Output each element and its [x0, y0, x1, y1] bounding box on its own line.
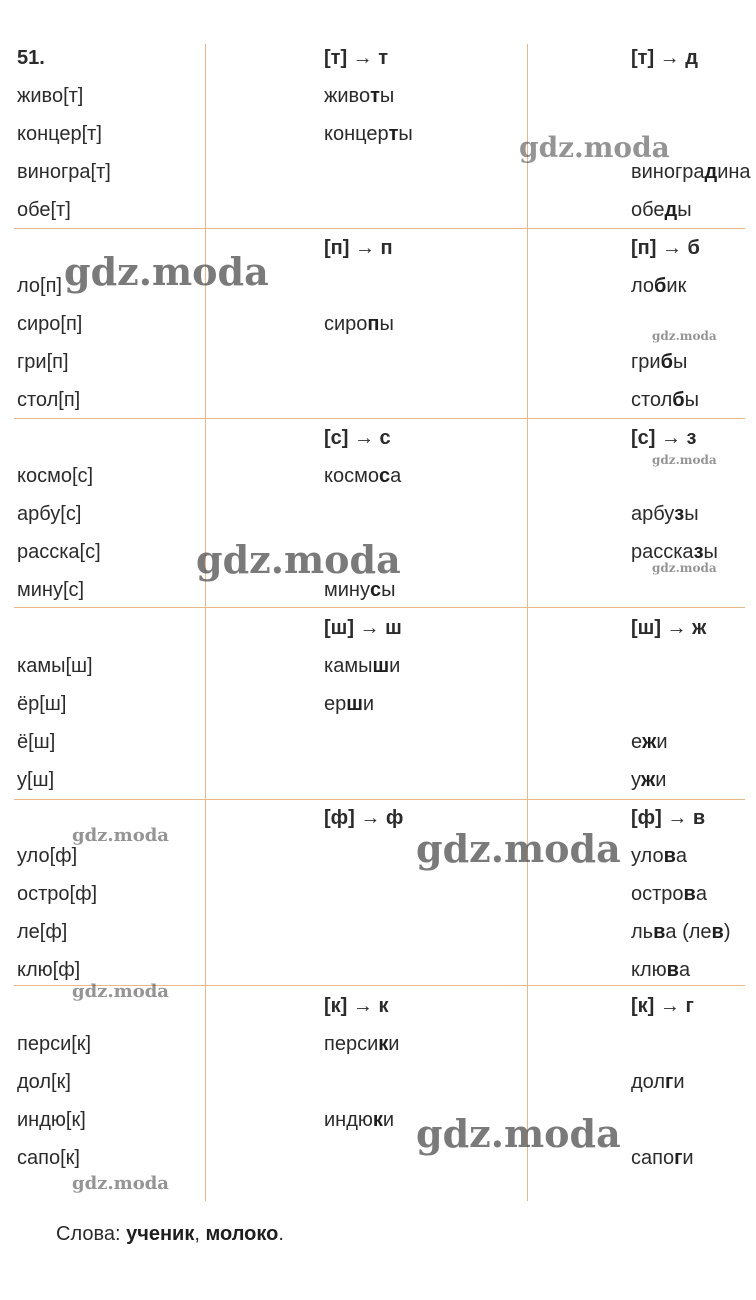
word-part: гри [631, 351, 661, 373]
column-header-changed-sound: [с] → з [631, 427, 697, 449]
word-part: ер [324, 693, 347, 715]
highlighted-letter: с [369, 579, 382, 601]
column-header-changed-sound: [ф] → в [631, 807, 706, 829]
check-word [631, 388, 699, 412]
transcribed-word: уло[ф] [17, 845, 78, 867]
highlighted-letter: в [653, 921, 666, 943]
footer-separator: , [194, 1223, 206, 1245]
row-divider [14, 228, 745, 229]
highlighted-letter: ш [346, 693, 363, 715]
transcribed-word: ло[п] [17, 275, 62, 297]
transcribed-word: ле[ф] [17, 921, 68, 943]
word-part: обе [631, 199, 665, 221]
watermark: gdz.moda [652, 561, 717, 575]
word-part: а (ле [665, 921, 712, 943]
transcribed-word: остро[ф] [17, 883, 98, 905]
footer-suffix: . [278, 1223, 284, 1245]
word-part: ы [684, 389, 700, 411]
column-header-same-sound: [к] → к [324, 995, 389, 1017]
word-part: ы [677, 199, 692, 221]
highlighted-letter: с [378, 465, 391, 487]
footer-words-line [56, 1221, 284, 1247]
check-word [631, 730, 667, 754]
transcribed-word: дол[к] [17, 1071, 71, 1093]
highlighted-letter: в [663, 845, 676, 867]
highlighted-letter: в [666, 959, 679, 981]
word-part: е [631, 731, 643, 753]
column-header-same-sound: [с] → с [324, 427, 391, 449]
word-part: и [388, 1033, 400, 1055]
word-part: ы [684, 503, 699, 525]
footer-word-1: ученик [126, 1223, 195, 1245]
watermark: gdz.moda [416, 1111, 621, 1156]
word-part: дол [631, 1071, 666, 1093]
watermark: gdz.moda [652, 453, 717, 467]
check-word [324, 464, 401, 488]
transcribed-word: стол[п] [17, 389, 81, 411]
transcribed-word: индю[к] [17, 1109, 86, 1131]
word-part: ина [717, 161, 751, 183]
transcribed-word: живо[т] [17, 85, 84, 107]
column-divider-1 [205, 44, 206, 1201]
word-part: и [389, 655, 401, 677]
word-part: концер [324, 123, 389, 145]
column-header-changed-sound: [к] → г [631, 995, 694, 1017]
column-divider-2 [527, 44, 528, 1201]
transcribed-word: клю[ф] [17, 959, 81, 981]
check-word [324, 654, 400, 678]
column-header-same-sound: [ш] → ш [324, 617, 402, 639]
check-word [631, 1070, 685, 1094]
word-part: расска [631, 541, 694, 563]
watermark: gdz.moda [652, 329, 717, 343]
highlighted-letter: ш [372, 655, 390, 677]
word-part: а [390, 465, 402, 487]
highlighted-letter: ж [642, 731, 657, 753]
watermark: gdz.moda [64, 249, 269, 294]
footer-word-2: молоко [205, 1223, 279, 1245]
word-part: ы [379, 313, 394, 335]
highlighted-letter: б [660, 351, 673, 373]
footer-prefix: Слова: [56, 1223, 127, 1245]
row-divider [14, 418, 745, 419]
word-part: а [695, 883, 707, 905]
word-part: ы [672, 351, 688, 373]
transcribed-word: перси[к] [17, 1033, 92, 1055]
watermark: gdz.moda [72, 825, 169, 846]
transcribed-word: обе[т] [17, 199, 71, 221]
watermark: gdz.moda [519, 131, 670, 164]
highlighted-letter: в [711, 921, 724, 943]
word-part: у [631, 769, 641, 791]
row-divider [14, 607, 745, 608]
word-part: ы [381, 579, 396, 601]
check-word [324, 312, 394, 336]
transcribed-word: сапо[к] [17, 1147, 80, 1169]
word-part: уло [631, 845, 664, 867]
check-word [631, 198, 692, 222]
column-header-same-sound: [п] → п [324, 237, 393, 259]
watermark: gdz.moda [416, 826, 621, 871]
check-word [324, 1108, 394, 1132]
check-word [631, 502, 699, 526]
check-word [631, 350, 687, 374]
word-part: сапо [631, 1147, 675, 1169]
word-part: стол [631, 389, 673, 411]
column-header-changed-sound: [п] → б [631, 237, 700, 259]
highlighted-letter: з [674, 503, 685, 525]
word-part: камы [324, 655, 373, 677]
check-word [324, 84, 394, 108]
highlighted-letter: ж [641, 769, 656, 791]
row-divider [14, 799, 745, 800]
highlighted-letter: г [674, 1147, 683, 1169]
highlighted-letter: п [367, 313, 380, 335]
highlighted-letter: д [704, 161, 718, 183]
word-part: ы [398, 123, 413, 145]
transcribed-word: гри[п] [17, 351, 69, 373]
highlighted-letter: к [378, 1033, 389, 1055]
check-word [631, 882, 707, 906]
word-part: и [362, 693, 375, 715]
word-part: ы [703, 541, 718, 563]
highlighted-letter: б [672, 389, 685, 411]
word-part: космо [324, 465, 379, 487]
word-part: а [678, 959, 691, 981]
watermark: gdz.moda [72, 1173, 169, 1194]
transcribed-word: концер[т] [17, 123, 102, 145]
word-part: и [655, 769, 667, 791]
transcribed-word: арбу[с] [17, 503, 82, 525]
word-part: ик [666, 275, 687, 297]
transcribed-word: у[ш] [17, 769, 55, 791]
word-part: индю [324, 1109, 373, 1131]
highlighted-letter: д [664, 199, 678, 221]
word-part: и [656, 731, 668, 753]
word-part: остро [631, 883, 684, 905]
word-part: и [682, 1147, 694, 1169]
word-part: ы [379, 85, 395, 107]
highlighted-letter: г [665, 1071, 674, 1093]
word-part: сиро [324, 313, 368, 335]
watermark: gdz.moda [72, 981, 169, 1002]
word-part: и [673, 1071, 685, 1093]
column-header-same-sound: [т] → т [324, 47, 389, 69]
check-word [324, 692, 374, 716]
check-word [324, 1032, 399, 1056]
check-word [631, 958, 690, 982]
column-header-same-sound: [ф] → ф [324, 807, 404, 829]
word-part: виногра [631, 161, 705, 183]
transcribed-word: камы[ш] [17, 655, 93, 677]
check-word [324, 122, 413, 146]
highlighted-letter: б [654, 275, 667, 297]
word-part: перси [324, 1033, 379, 1055]
transcribed-word: виногра[т] [17, 161, 111, 183]
highlighted-letter: т [370, 85, 380, 107]
check-word [631, 768, 666, 792]
transcribed-word: космо[с] [17, 465, 94, 487]
column-header-changed-sound: [ш] → ж [631, 617, 707, 639]
transcribed-word: расска[с] [17, 541, 101, 563]
word-part: клю [631, 959, 667, 981]
word-part: живо [324, 85, 371, 107]
word-part: ло [631, 275, 655, 297]
transcribed-word: мину[с] [17, 579, 85, 601]
check-word [631, 1146, 694, 1170]
transcribed-word: ё[ш] [17, 731, 56, 753]
transcribed-word: ёр[ш] [17, 693, 67, 715]
exercise-number: 51. [17, 47, 45, 69]
word-part: и [382, 1109, 395, 1131]
word-part: а [675, 845, 687, 867]
word-part: ) [723, 921, 731, 943]
column-header-changed-sound: [т] → д [631, 47, 698, 69]
word-part: арбу [631, 503, 675, 525]
watermark: gdz.moda [196, 537, 401, 582]
highlighted-letter: з [693, 541, 704, 563]
check-word [631, 274, 686, 298]
check-word [631, 920, 731, 944]
word-part: ль [631, 921, 654, 943]
highlighted-letter: т [388, 123, 399, 145]
highlighted-letter: в [683, 883, 696, 905]
transcribed-word: сиро[п] [17, 313, 83, 335]
highlighted-letter: к [372, 1109, 383, 1131]
check-word [631, 844, 687, 868]
word-part: мину [324, 579, 370, 601]
